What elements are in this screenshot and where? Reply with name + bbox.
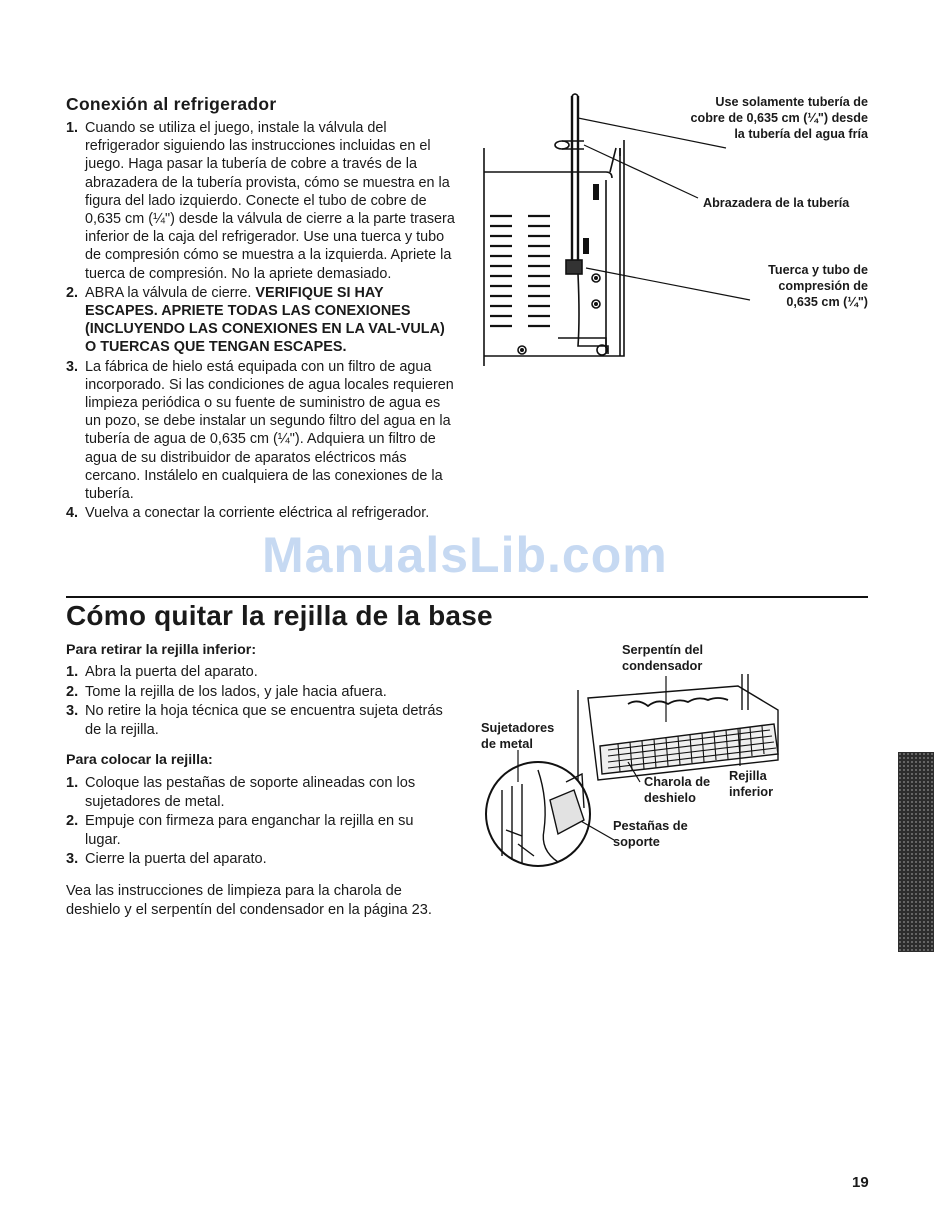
label-lower-grille: Rejilla inferior bbox=[729, 768, 774, 799]
section-tab-marker bbox=[898, 752, 934, 952]
list-item: 2. Empuje con firmeza para enganchar la rejilla en su lugar. bbox=[66, 813, 414, 848]
list-item: 2. ABRA la válvula de cierre. VERIFIQUE SI HAY ESCAPES. APRIETE TODAS LAS CONEXIONES (INCLUYENDO LAS CONEXIONES EN LA VAL-VULA) O TUERCAS QUE TENGAN ESCAPES. bbox=[66, 284, 445, 356]
label-defrost-pan: Charola de deshielo bbox=[644, 774, 711, 805]
label-condenser-coil: Serpentín del condensador bbox=[622, 642, 704, 673]
list-item: 1. Abra la puerta del aparato. bbox=[66, 664, 258, 680]
list-item: 4. Vuelva a conectar la corriente eléctrica al refrigerador. bbox=[66, 505, 430, 522]
list-item: 3. Cierre la puerta del aparato. bbox=[66, 851, 267, 868]
label-metal-fasteners: Sujetadores de metal bbox=[481, 720, 555, 751]
label-copper-tubing: Use solamente tubería de cobre de 0,635 cm (¼") desde la tubería del agua fría bbox=[690, 95, 868, 141]
subhead-replace: Para colocar la rejilla: bbox=[66, 752, 213, 768]
page-number: 19 bbox=[852, 1174, 869, 1191]
page-title-remove-grille: Cómo quitar la rejilla de la base bbox=[66, 600, 493, 631]
list-item: 3. La fábrica de hielo está equipada con un filtro de agua incorporado. Si las condiciones de agua locales requieren limpieza periódica o su fuente de suministro de agua es un pozo, se debe instalar un segundo filtro del agua en la tubería de agua de 0,635 cm (¼"). Adquiera un filtro de agua de su distribuidor de aparatos eléctricos más cercano. Instálelo en cualquiera de las conexiones de la tubería. bbox=[66, 358, 454, 503]
section-divider bbox=[66, 596, 868, 598]
list-item: 1. Cuando se utiliza el juego, instale la válvula del refrigerador siguiendo las instrucciones incluidas en el juego. Haga pasar la tubería de cobre a través de la abrazadera de la tubería provista, cómo se muestra en la figura del lado izquierdo. Conecte el tubo de cobre de 0,635 cm (¼") desde la válvula de cierre a la parte trasera inferior de la caja del refrigerador. Use una tuerca y tubo de compresión cómo se muestra a la izquierda. Apriete la tuerca de compresión. No la apriete demasiado. bbox=[66, 120, 455, 282]
label-support-tabs: Pestañas de soporte bbox=[613, 818, 688, 849]
cleaning-note: Vea las instrucciones de limpieza para la charola de deshielo y el serpentín del condensador en la página 23. bbox=[66, 883, 432, 918]
label-pipe-clamp: Abrazadera de la tubería bbox=[703, 196, 850, 210]
connection-steps bbox=[66, 119, 458, 522]
replace-steps bbox=[66, 774, 436, 869]
list-item: 1. Coloque las pestañas de soporte alineadas con los sujetadores de metal. bbox=[66, 775, 416, 810]
subhead-remove: Para retirar la rejilla inferior: bbox=[66, 642, 257, 658]
watermark: ManualsLib.com bbox=[262, 527, 668, 583]
remove-steps bbox=[66, 663, 446, 739]
section-title-connection: Conexión al refrigerador bbox=[66, 94, 277, 114]
label-compression-nut: Tuerca y tubo de compresión de 0,635 cm (¼") bbox=[768, 263, 868, 309]
list-item: 2. Tome la rejilla de los lados, y jale hacia afuera. bbox=[66, 683, 387, 700]
list-item: 3. No retire la hoja técnica que se encuentra sujeta detrás de la rejilla. bbox=[66, 703, 443, 738]
